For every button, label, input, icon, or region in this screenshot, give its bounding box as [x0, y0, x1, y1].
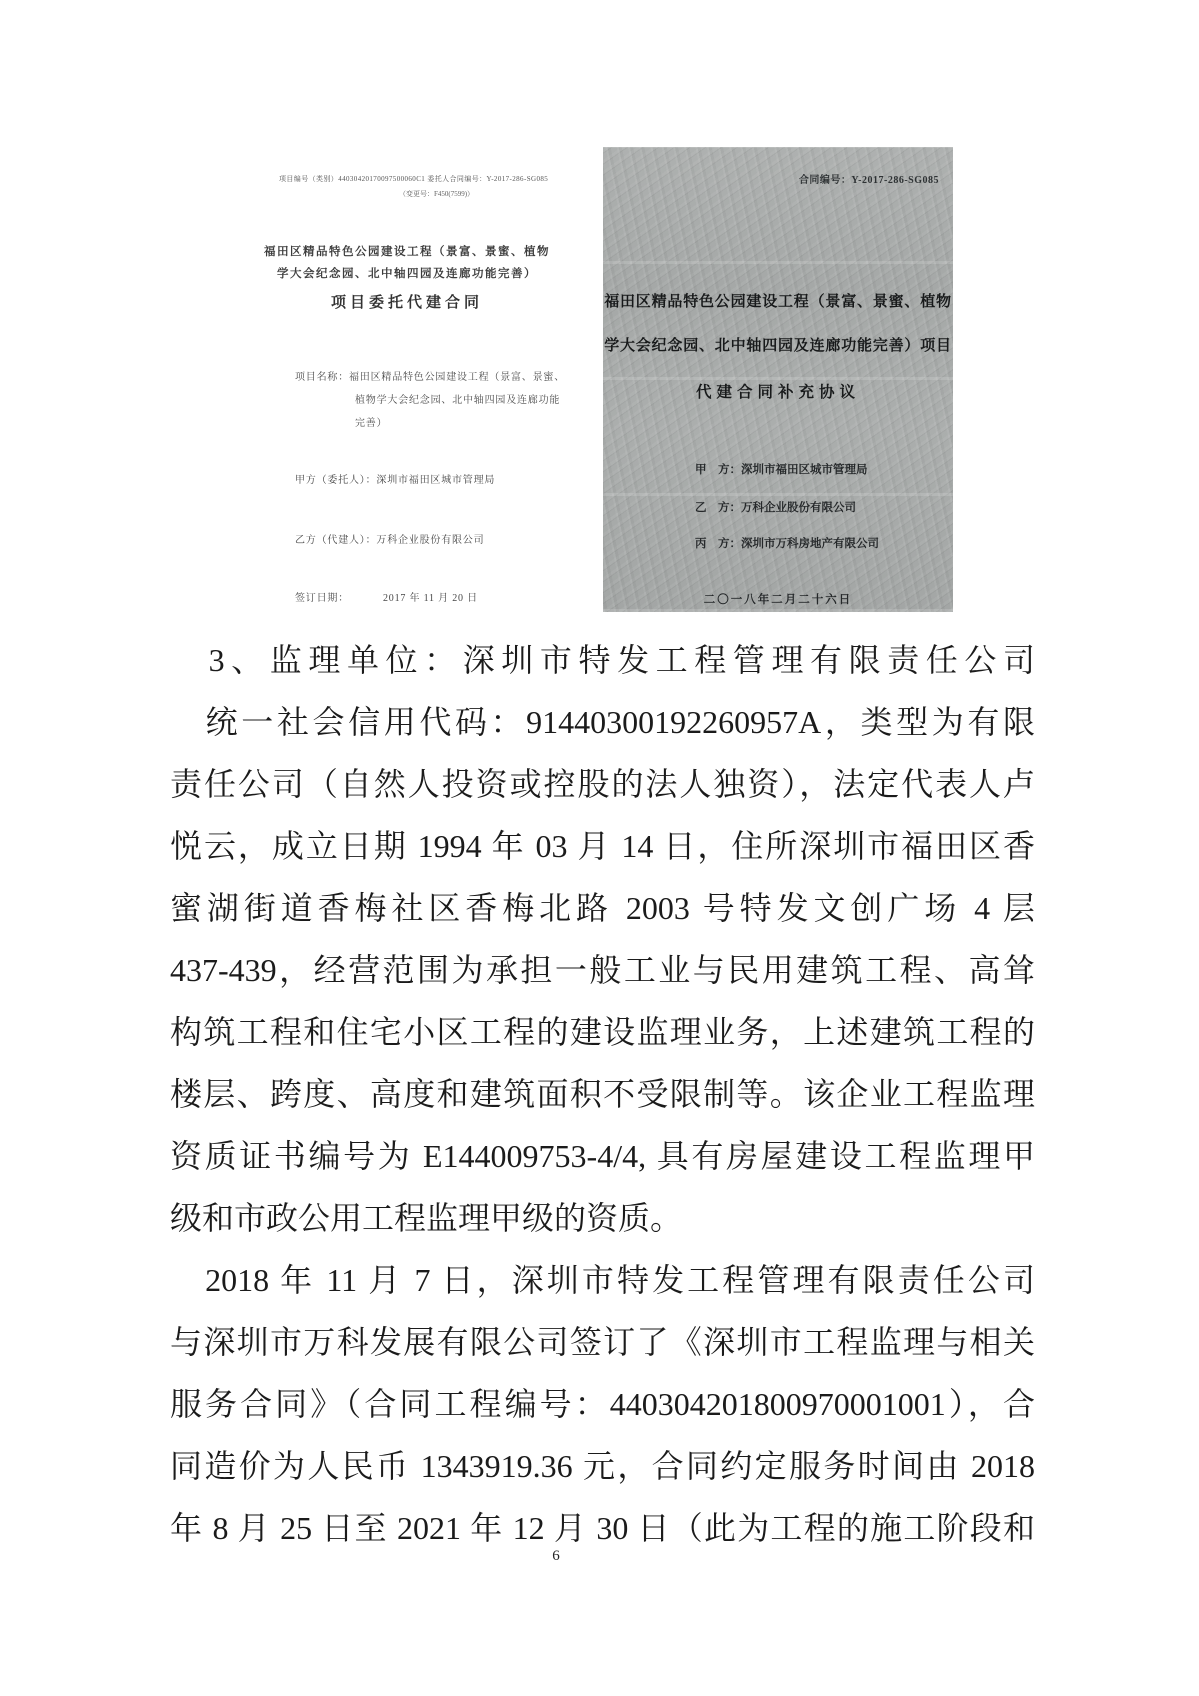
agreement-party-c: 丙 方：深圳市万科房地产有限公司 — [695, 538, 879, 550]
body-line: 楼层、跨度、高度和建筑面积不受限制等。该企业工程监理 — [170, 1076, 1035, 1112]
supplement-agreement-scan — [603, 147, 953, 612]
body-line: 与深圳市万科发展有限公司签订了《深圳市工程监理与相关 — [170, 1324, 1035, 1360]
body-line: 服务合同》（合同工程编号：440304201800970001001），合 — [170, 1386, 1035, 1422]
project-name-line-2: 植物学大会纪念园、北中轴四园及连廊功能 — [355, 395, 561, 406]
agreement-date: 二〇一八年二月二十六日 — [703, 594, 853, 606]
agreement-title-line-2: 学大会纪念园、北中轴四园及连廊功能完善）项目 — [604, 338, 952, 354]
body-line: 3、监理单位：深圳市特发工程管理有限责任公司 — [170, 642, 1035, 678]
party-b-line: 乙方（代建人）：万科企业股份有限公司 — [295, 535, 485, 546]
sign-date-label: 签订日期： — [295, 593, 349, 604]
body-line: 437-439，经营范围为承担一般工业与民用建筑工程、高耸 — [170, 952, 1035, 988]
party-a-line: 甲方（委托人）：深圳市福田区城市管理局 — [295, 475, 496, 486]
body-line: 构筑工程和住宅小区工程的建设监理业务，上述建筑工程的 — [170, 1014, 1035, 1050]
agreement-party-a: 甲 方：深圳市福田区城市管理局 — [695, 464, 868, 476]
project-number-line: 项目编号（类别）44030420170097500060C1 委托人合同编号：Y-2017-286-SG085 — [279, 175, 549, 183]
project-name-line-3: 完善） — [355, 418, 388, 429]
body-line: 同造价为人民币 1343919.36 元，合同约定服务时间由 2018 — [170, 1448, 1035, 1484]
body-line: 2018 年 11 月 7 日，深圳市特发工程管理有限责任公司 — [170, 1262, 1035, 1298]
agreement-title-line-3: 代建合同补充协议 — [695, 384, 860, 401]
sign-date-value: 2017 年 11 月 20 日 — [383, 593, 478, 604]
body-line: 级和市政公用工程监理甲级的资质。 — [170, 1200, 683, 1236]
agreement-title-line-1: 福田区精品特色公园建设工程（景富、景蜜、植物 — [604, 294, 952, 310]
contract-cover-scan — [264, 160, 565, 610]
sign-date-line — [295, 589, 478, 604]
body-line: 蜜湖街道香梅社区香梅北路 2003 号特发文创广场 4 层 — [170, 890, 1035, 926]
contract-title-line-1: 福田区精品特色公园建设工程（景富、景蜜、植物 — [264, 246, 550, 258]
project-name-line-1: 项目名称：福田区精品特色公园建设工程（景富、景蜜、 — [295, 372, 565, 383]
body-line: 悦云，成立日期 1994 年 03 月 14 日，住所深圳市福田区香 — [170, 828, 1035, 864]
agreement-party-b: 乙 方：万科企业股份有限公司 — [695, 502, 856, 514]
body-line: 责任公司（自然人投资或控股的法人独资），法定代表人卢 — [170, 766, 1035, 802]
body-text — [170, 629, 1035, 1559]
body-line: 资质证书编号为 E144009753-4/4, 具有房屋建设工程监理甲 — [170, 1138, 1035, 1174]
body-line: 年 8 月 25 日至 2021 年 12 月 30 日（此为工程的施工阶段和 — [170, 1510, 1035, 1546]
contract-main-title: 项目委托代建合同 — [330, 295, 483, 311]
body-line: 统一社会信用代码：91440300192260957A，类型为有限 — [170, 704, 1035, 740]
contract-number-line: 合同编号：Y-2017-286-SG085 — [798, 175, 939, 186]
change-number-line: （变更号：F450(7599)） — [399, 190, 475, 198]
contract-title-line-2: 学大会纪念园、北中轴四园及连廊功能完善） — [277, 268, 537, 280]
page-number: 6 — [552, 1548, 560, 1564]
